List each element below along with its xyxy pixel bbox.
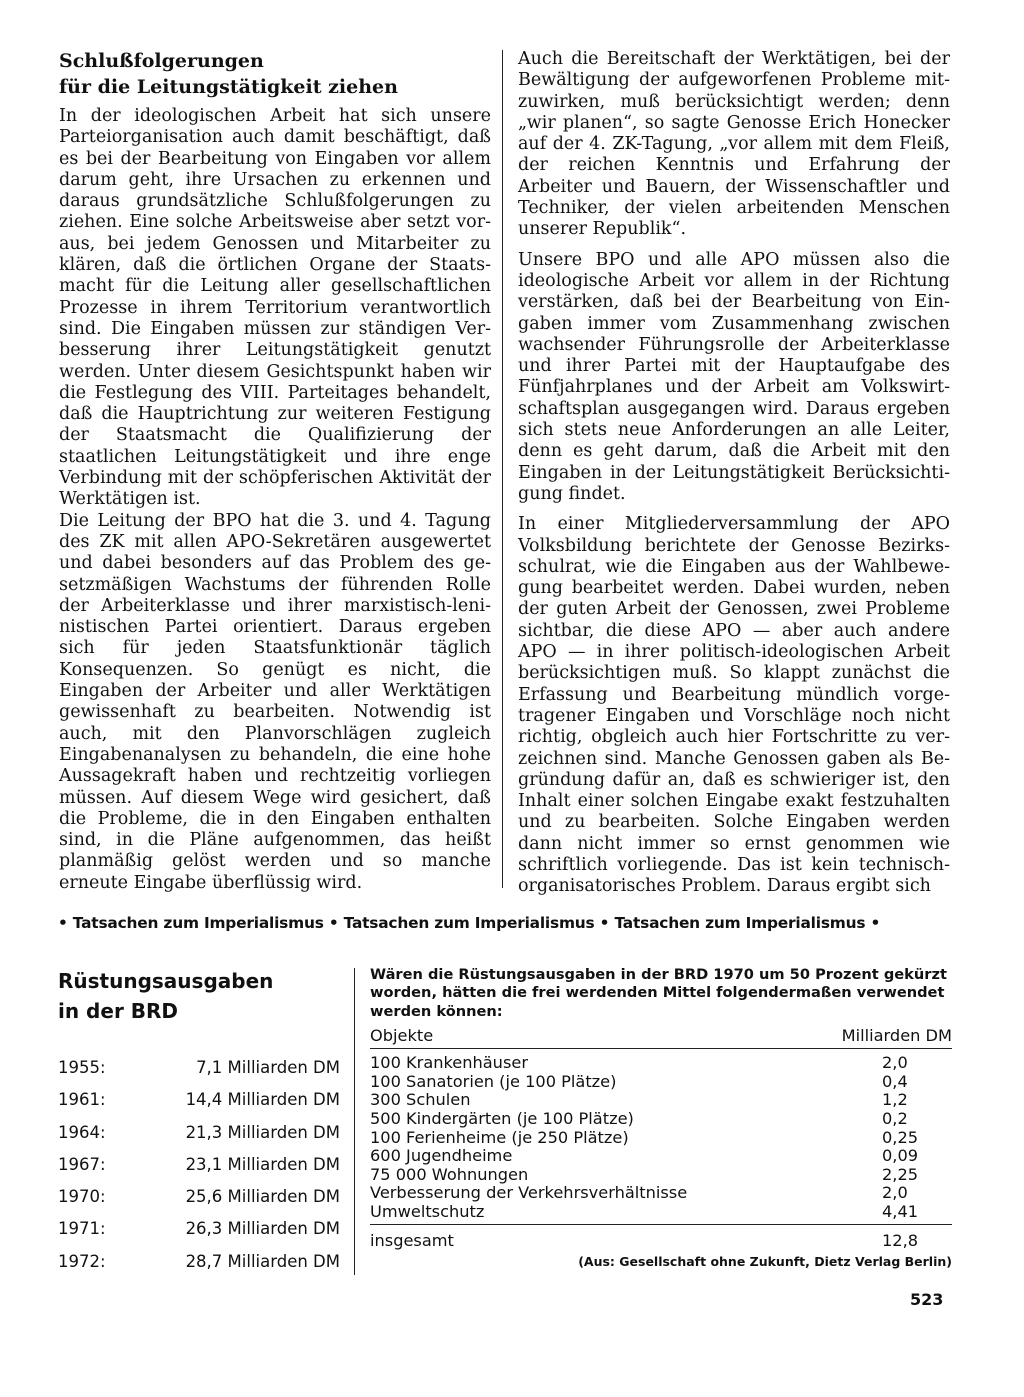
section-divider [354, 968, 355, 1275]
row-value: 1,2 [882, 1090, 908, 1110]
left-paragraph-1: In der ideologischen Arbeit hat sich unsere Parteiorganisation auch damit beschäftigt, daß es bei der Bearbeitung von Eingaben vor allem darum geht, ihre Ursachen zu erkennen und daraus grundsätzliche Schlußfolgerungen zu ziehen. Eine solche Arbeitsweise aber setzt voraus, bei jedem Genossen und Mitarbeiter zu klären, daß die örtlichen Organe der Staatsmacht für die Leitung aller gesellschaftlichen Prozesse in ihrem Territorium verantwortlich sind. Die Eingaben müssen zur ständigen Verbesserung ihrer Leitungstätigkeit genutzt werden. Unter diesem Gesichtspunkt haben wir die Festlegung des VIII. Parteitages behandelt, daß die Hauptrichtung zur weiteren Festigung der Staatsmacht die Qualifizierung der staatlichen Leitungstätigkeit und ihre enge Verbindung mit der schöpferischen Aktivität der Werktätigen ist. [59, 106, 491, 510]
row-object: 600 Jugendheime [370, 1146, 513, 1166]
spending-year: 1961: [58, 1090, 106, 1110]
spending-list [58, 1058, 340, 1284]
right-column [518, 49, 950, 898]
row-value: 0,09 [882, 1146, 919, 1166]
table-row [370, 1203, 952, 1222]
table-row [370, 1110, 952, 1129]
spending-year: 1967: [58, 1154, 106, 1174]
row-object: Umweltschutz [370, 1201, 485, 1221]
row-object: Verbesserung der Verkehrsverhältnisse [370, 1183, 688, 1203]
table-row [370, 1054, 952, 1073]
row-object: 100 Sanatorien (je 100 Plätze) [370, 1071, 617, 1091]
spending-title-line-1: Rüstungsausgaben [58, 969, 274, 993]
spending-amount: 23,1 Milliarden DM [185, 1154, 340, 1174]
spending-title-line-2: in der BRD [58, 999, 179, 1023]
spending-row [58, 1219, 340, 1251]
spending-year: 1970: [58, 1187, 106, 1207]
table-row [370, 1147, 952, 1166]
row-object: 500 Kindergärten (je 100 Plätze) [370, 1109, 634, 1128]
row-value: 4,41 [882, 1201, 919, 1221]
row-value: 0,4 [882, 1071, 908, 1091]
heading-line-1: Schlußfolgerungen [59, 50, 264, 72]
column-divider [502, 50, 503, 888]
spending-amount: 14,4 Milliarden DM [185, 1090, 340, 1110]
row-value: 0,2 [882, 1109, 908, 1128]
table-row [370, 1184, 952, 1203]
spending-title [58, 966, 273, 1026]
right-paragraph-2: Unsere BPO und alle APO müssen also die ideologische Arbeit vor allem in der Richtung verstärken, daß bei der Bearbeitung von Eingaben immer vom Zusammenhang zwischen wachsender Führungsrolle der Arbeiterklasse und ihrer Partei mit der Hauptaufgabe des Fünfjahrplanes und der Arbeit am Volkswirtschaftsplan ausgegangen wird. Daraus ergeben sich stets neue Anforderungen an alle Leiter, denn es geht darum, daß die Arbeit mit den Eingaben in der Leitungstätigkeit Berücksichtigung findet. [518, 249, 950, 504]
left-paragraph-2: Die Leitung der BPO hat die 3. und 4. Tagung des ZK mit allen APO-Sekretären ausgewertet und dabei besonders auf das Problem des gesetzmäßigen Wachstums der führenden Rolle der Arbeiterklasse und ihrer marxistisch-leninistischen Partei orientiert. Daraus ergeben sich für jeden Staatsfunktionär täglich Konsequenzen. So genügt es nicht, die Eingaben der Arbeiter und aller Werktätigen gewissenhaft zu bearbeiten. Notwendig ist auch, mit den Planvorschlägen zugleich Eingabenanalysen zu behandeln, die eine hohe Aussagekraft haben und rechtzeitig vorliegen müssen. Auf diesem Wege wird gesichert, daß die Probleme, die in den Eingaben enthalten sind, in die Pläne aufgenommen, das heißt planmäßig gelöst werden und so manche erneute Eingabe überflüssig wird. [59, 510, 491, 893]
row-object: 100 Ferienheime (je 250 Plätze) [370, 1127, 629, 1147]
left-column [59, 48, 491, 894]
spending-row [58, 1090, 340, 1122]
row-value: 2,0 [882, 1053, 908, 1073]
source-note: (Aus: Gesellschaft ohne Zukunft, Dietz Verlag Berlin) [578, 1254, 952, 1270]
right-paragraph-3: In einer Mitgliederversammlung der APO Volksbildung berichtete der Genosse Bezirksschulrat, wie die Eingaben aus der Wahlbewegung bearbeitet werden. Dabei wurden, neben der guten Arbeit der Genossen, zwei Probleme sichtbar, die diese APO — aber auch andere APO — in ihrer politisch-ideologischen Arbeit berücksichtigen muß. So klappt zunächst die Erfassung und Bearbeitung mündlich vorgetragener Eingaben und Vorschläge noch nicht richtig, obgleich auch hier Fortschritte zu verzeichnen sind. Manche Genossen gaben als Begründung dafür an, daß es schwieriger ist, den Inhalt einer solchen Eingabe exakt festzuhalten und zu bearbeiten. Solche Eingaben werden dann nicht immer so ernst genommen wie schriftlich vorliegende. Das ist kein technisch-organisatorisches Problem. Daraus ergibt sich [518, 514, 950, 897]
row-value: 2,25 [882, 1164, 919, 1184]
section-heading [59, 48, 491, 100]
spending-year: 1972: [58, 1251, 106, 1271]
heading-line-2: für die Leitungstätigkeit ziehen [59, 76, 398, 98]
row-value: 2,0 [882, 1183, 908, 1203]
table-intro: Wären die Rüstungsausgaben in der BRD 1970 um 50 Prozent gekürzt worden, hätten die frei werdenden Mittel folgendermaßen verwendet werden können: [370, 966, 947, 1020]
row-value: 0,25 [882, 1127, 919, 1147]
spending-row [58, 1187, 340, 1219]
header-value: Milliarden DM [841, 1026, 952, 1046]
table-header [370, 1021, 952, 1049]
page-number: 523 [910, 1290, 944, 1309]
spending-amount: 25,6 Milliarden DM [185, 1187, 340, 1207]
row-object: 75 000 Wohnungen [370, 1164, 529, 1184]
imperialism-banner: • Tatsachen zum Imperialismus • Tatsachen zum Imperialismus • Tatsachen zum Imperialismus • [58, 914, 881, 932]
total-value: 12,8 [882, 1230, 919, 1250]
spending-row [58, 1155, 340, 1187]
spending-year: 1971: [58, 1219, 106, 1239]
spending-amount: 28,7 Milliarden DM [185, 1251, 340, 1271]
right-paragraph-1: Auch die Bereitschaft der Werktätigen, bei der Bewältigung der aufgeworfenen Probleme mitzuwirken, muß berücksichtigt werden; denn „wir planen“, so sagte Genosse Erich Honecker auf der 4. ZK-Tagung, „vor allem mit dem Fleiß, der reichen Kenntnis und Erfahrung der Arbeiter und Bauern, der Wissenschaftler und Techniker, der vielen arbeitenden Menschen unserer Republik“. [518, 49, 950, 240]
allocation-table [370, 966, 952, 1269]
spending-year: 1955: [58, 1058, 106, 1077]
row-object: 300 Schulen [370, 1090, 471, 1110]
spending-amount: 21,3 Milliarden DM [185, 1122, 340, 1142]
spending-amount: 26,3 Milliarden DM [185, 1219, 340, 1239]
table-row [370, 1129, 952, 1148]
total-label: insgesamt [370, 1230, 454, 1250]
table-row [370, 1166, 952, 1185]
spending-year: 1964: [58, 1122, 106, 1142]
table-body [370, 1049, 952, 1224]
spending-row [58, 1252, 340, 1284]
table-total-row [370, 1225, 952, 1251]
table-row [370, 1091, 952, 1110]
header-objects: Objekte [370, 1026, 434, 1046]
spending-amount: 7,1 Milliarden DM [196, 1058, 340, 1077]
table-row [370, 1073, 952, 1092]
row-object: 100 Krankenhäuser [370, 1053, 528, 1073]
spending-row [58, 1058, 340, 1090]
spending-row [58, 1123, 340, 1155]
